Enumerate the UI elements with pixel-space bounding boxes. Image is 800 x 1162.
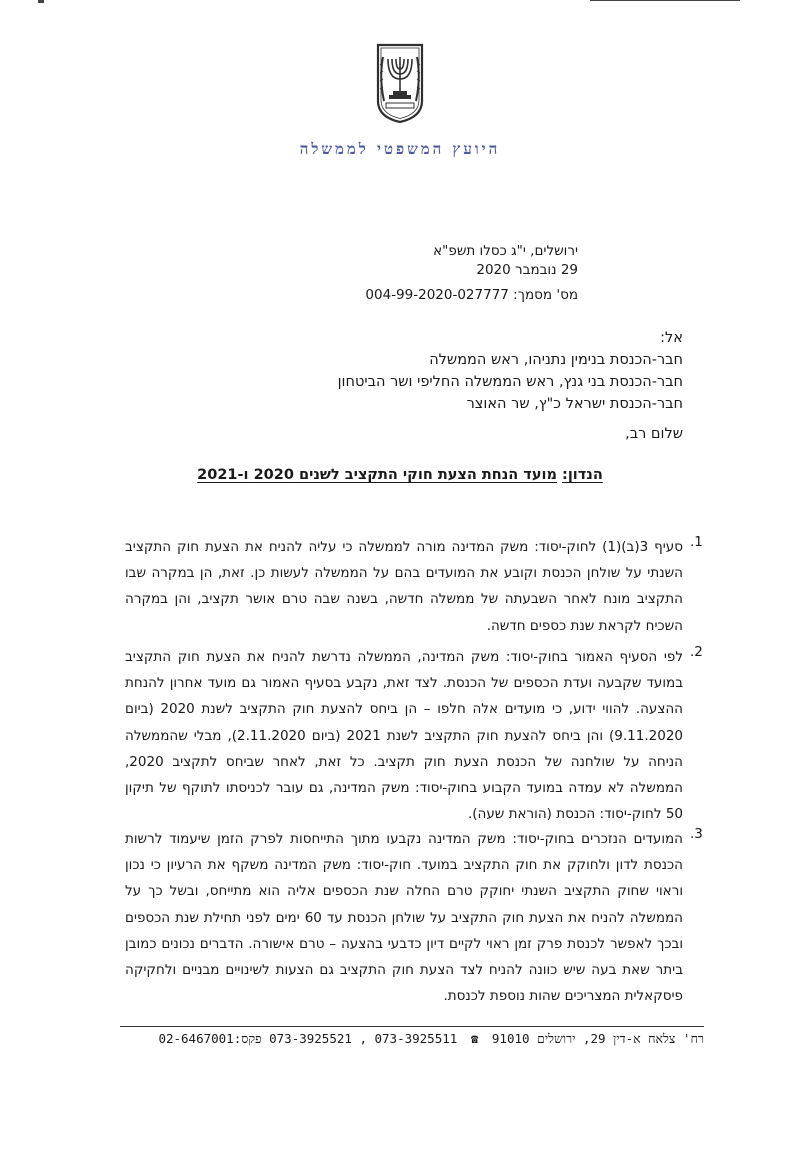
footer-contact [117,1031,704,1047]
addressee-line: חבר-הכנסת בני גנץ, ראש הממשלה החליפי ושר הביטחון [337,374,683,390]
office-title: היועץ המשפטי לממשלה [299,140,501,158]
subject-line [0,467,800,483]
date-gregorian: 29 נובמבר 2020 [476,262,578,278]
document-reference: מס' מסמך: 004-99-2020-027777 [365,287,578,303]
addressee-line: חבר-הכנסת בנימין נתניהו, ראש הממשלה [429,352,683,368]
greeting: שלום רב, [625,426,683,442]
to-label: אל: [660,330,683,346]
paragraph-item [125,644,703,827]
scan-edge-mark [590,0,740,1]
paragraph-number: 2. [690,644,703,660]
footer-phones: 073-3925511 , 073-3925521 [269,1031,458,1046]
state-emblem-menorah-icon [374,43,426,123]
paragraph-number: 3. [690,826,703,842]
subject-text: מועד הנחת הצעת חוקי התקציב לשנים 2020 ו-2021 [197,467,557,483]
footer-address: רח' צלאח א-דין 29, ירושלים 91010 [491,1031,704,1046]
footer-divider [120,1026,704,1027]
paragraph-text: לפי הסעיף האמור בחוק-יסוד: משק המדינה, הממשלה נדרשת להניח את הצעת חוק התקציב במועד שקבעה ועדת הכספים של הכנסת. לצד זאת, נקבע בסעיף האמור גם מועד אחרון להנחת ההצעה. להווי ידוע, כי מועדים אלה חלפו – הן ביחס להצעת חוק התקציב לשנת 2020 (ביום 9.11.2020) והן ביחס להצעת חוק התקציב לשנת 2021 (ביום 2.11.2020), מבלי שהממשלה הניחה על שולחנה של הכנסת הצעת חוק תקציב. כל זאת, לאחר שביחס לתקציב 2020, הממשלה לא עמדה במועד הקבוע בחוק-יסוד: משק המדינה, גם עובר לכניסתו לתוקף של תיקון 50 לחוק-יסוד: הכנסת (הוראת שעה). [125,649,684,823]
date-hebrew: ירושלים, י"ג כסלו תשפ"א [433,243,578,259]
paragraph-text: סעיף 3(ב)(1) לחוק-יסוד: משק המדינה מורה לממשלה כי עליה להניח את הצעת חוק התקציב השנתי על שולחן הכנסת וקובע את המועדים בהם על הממשלה לעשות כן. זאת, הן במקרה שבו התקציב מונח לאחר השבעתה של ממשלה חדשה, בשנה שבה טרם אושר תקציב, והן במקרה השכיח לקראת שנת כספים חדשה. [125,539,683,634]
paragraph-item [125,826,703,1009]
addressee-line: חבר-הכנסת ישראל כ"ץ, שר האוצר [466,396,683,412]
telephone-icon: ☎ [470,1031,479,1046]
paragraph-item [125,534,703,639]
footer-fax: פקס:02-6467001 [158,1031,262,1046]
scan-edge-mark-small [38,0,44,3]
subject-prefix: הנדון: [562,467,603,483]
paragraph-text: המועדים הנזכרים בחוק-יסוד: משק המדינה נקבעו מתוך התייחסות לפרק הזמן שיעמוד לרשות הכנסת לדון ולחוקק את חוק התקציב במועד. חוק-יסוד: משק המדינה משקף את הרעיון כי נכון וראוי שחוק התקציב השנתי יחוקק טרם החלה שנת הכספים אליה הוא מתייחס, ובשל כך על הממשלה להניח את הצעת חוק התקציב על שולחן הכנסת עד 60 ימים לפני תחילת שנת הכספים ובכך לאפשר לכנסת פרק זמן ראוי לקיים דיון כדבעי בהצעה – טרם אישורה. הדברים נכונים כמובן ביתר שאת בעה שיש כוונה להניח לצד הצעת חוק התקציב גם הצעות לשינויים מבניים ולחקיקה פיסקאלית המצריכים שהות נוספת לכנסת. [125,831,683,1005]
paragraph-number: 1. [690,534,703,550]
